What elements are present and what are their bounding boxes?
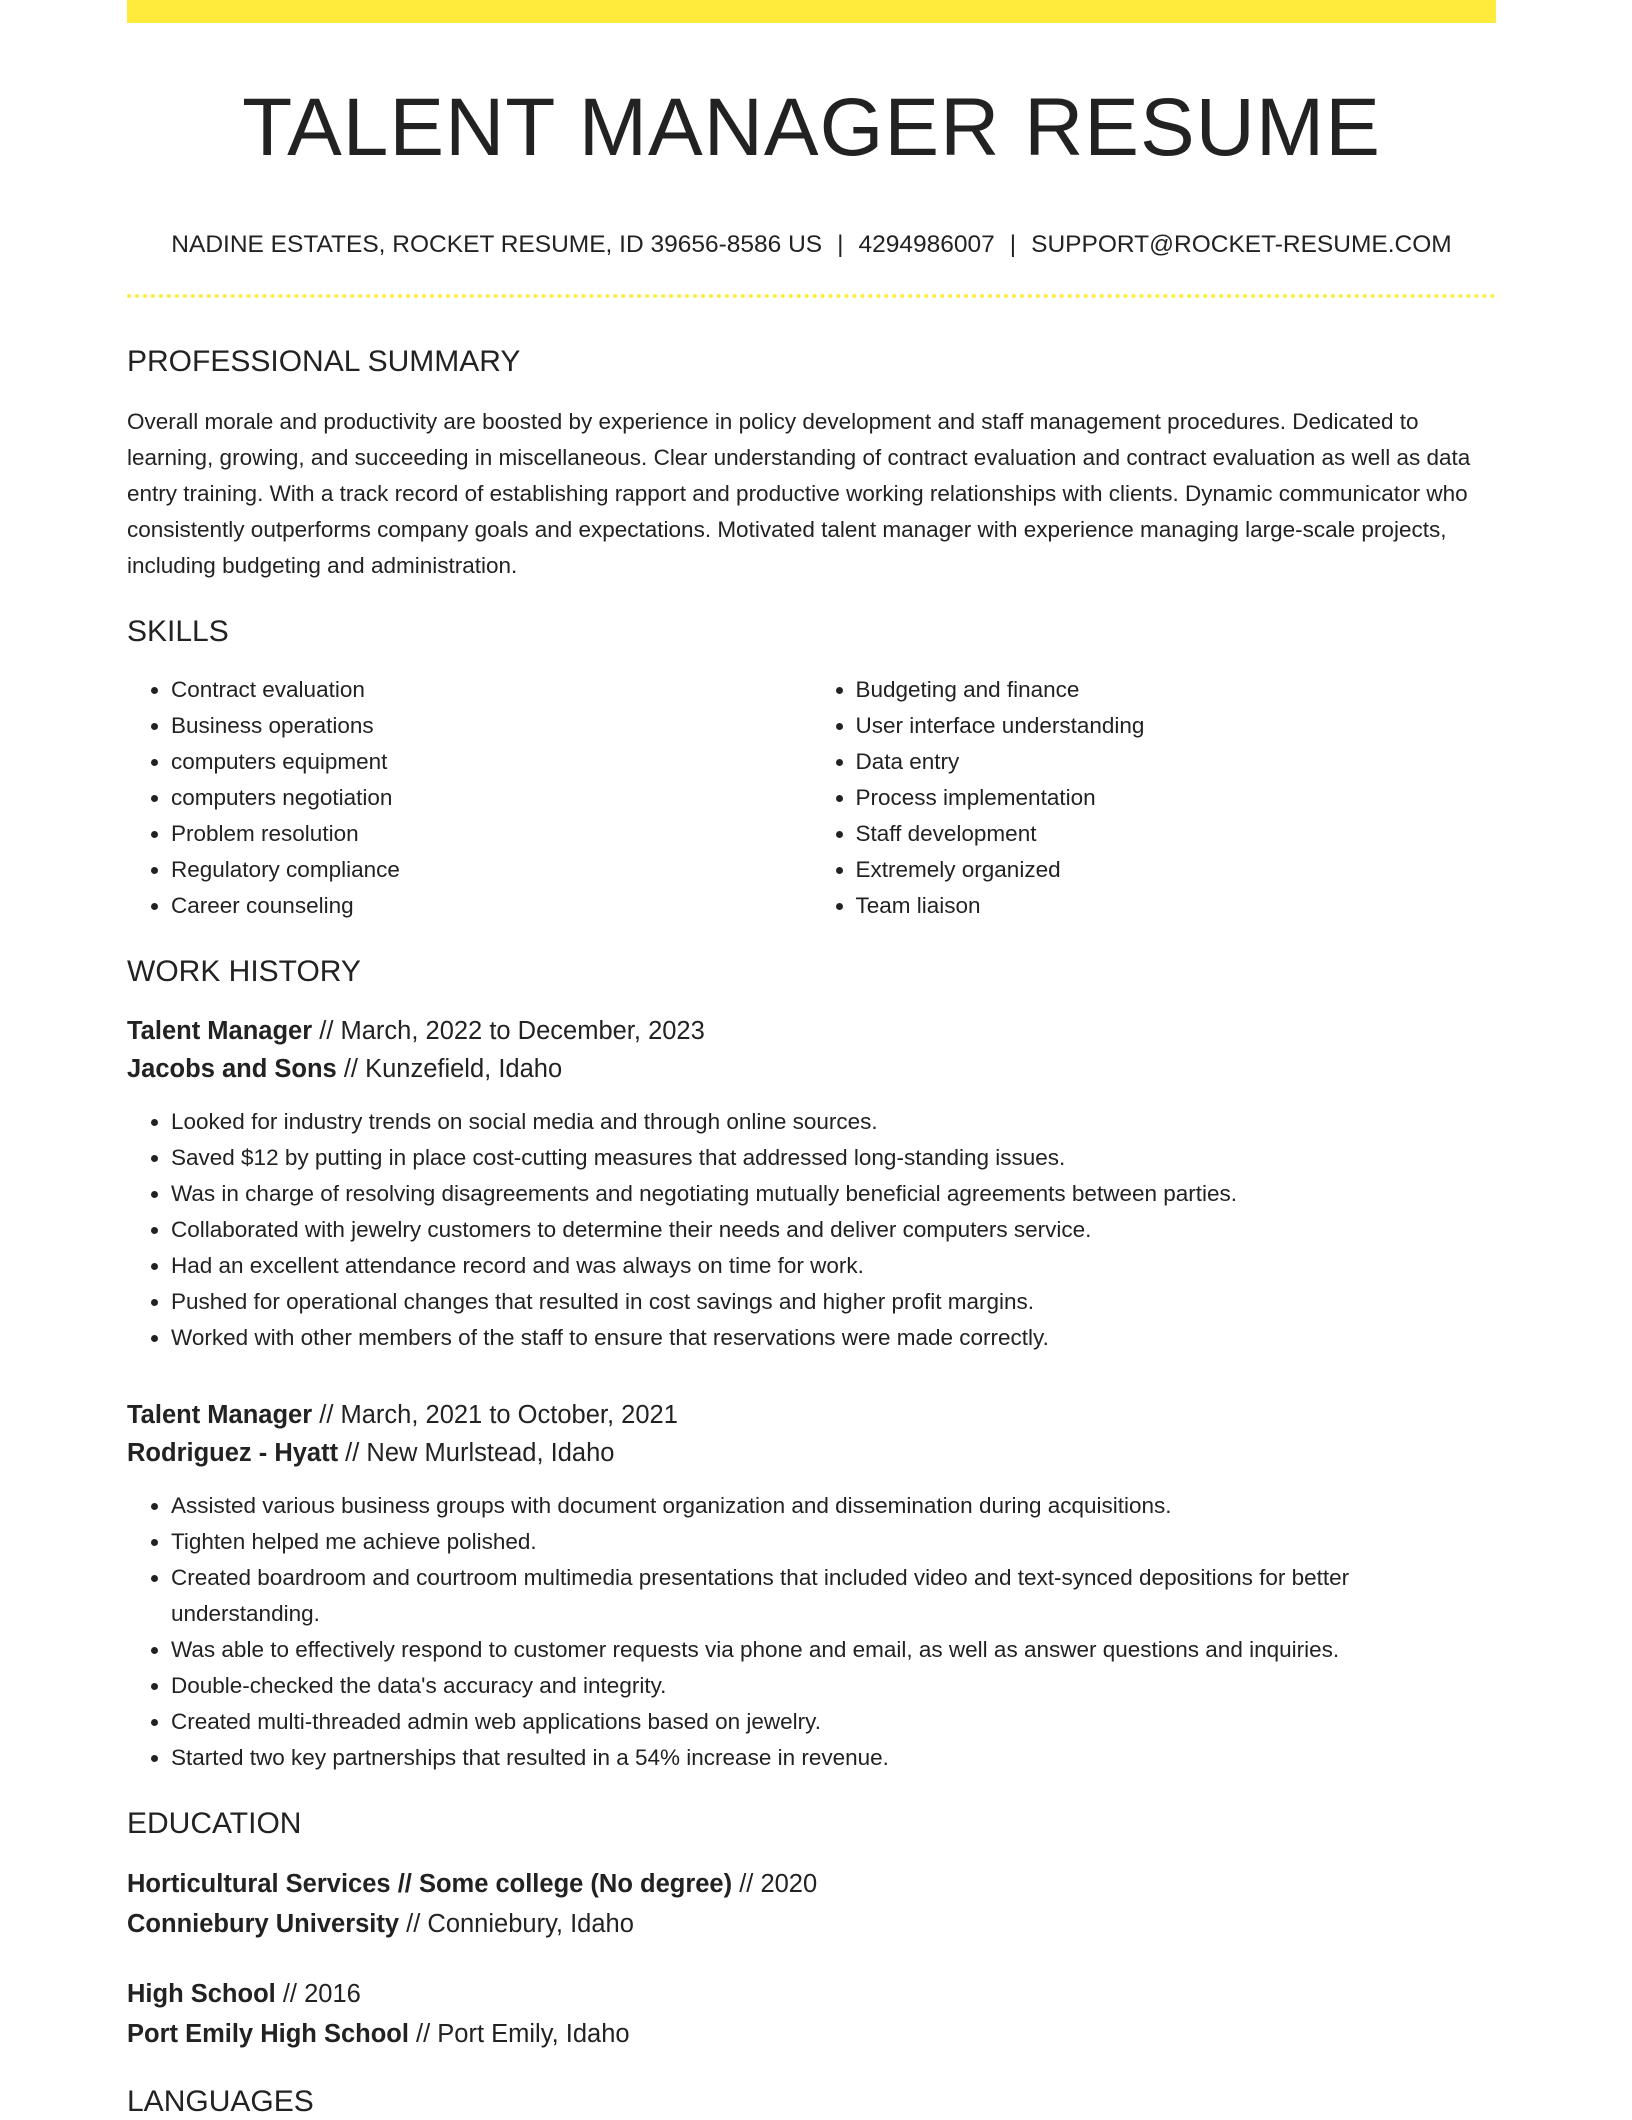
dotted-divider [127, 294, 1496, 298]
job-company-line [127, 1050, 1496, 1088]
resume-page [127, 0, 1496, 2120]
education-year: // 2016 [275, 1979, 361, 2008]
skills-column-right [812, 672, 1497, 924]
job-bullet: • Created boardroom and courtroom multimedia presentations that included video and text-synced depositions for better understanding. [171, 1560, 1496, 1632]
job-company: Jacobs and Sons [127, 1054, 337, 1083]
contact-line [127, 230, 1496, 259]
education-location: // Port Emily, Idaho [408, 2019, 630, 2048]
education-year: // 2020 [732, 1869, 818, 1898]
skill-item: • Career counseling [171, 888, 812, 924]
contact-address: NADINE ESTATES, ROCKET RESUME, ID 39656-8586 US [171, 231, 823, 259]
job-bullet: • Looked for industry trends on social media and through online sources. [171, 1104, 1496, 1140]
job-bullet: • Saved $12 by putting in place cost-cutting measures that addressed long-standing issues. [171, 1140, 1496, 1176]
contact-separator: | [837, 231, 844, 259]
job-bullet: • Double-checked the data's accuracy and integrity. [171, 1668, 1496, 1704]
skill-item: • Business operations [171, 708, 812, 744]
job-entry [127, 1012, 1496, 1356]
job-bullet: • Worked with other members of the staff to ensure that reservations were made correctly. [171, 1320, 1496, 1356]
education-school: Conniebury University [127, 1909, 400, 1938]
education-school-line [127, 2014, 1496, 2054]
skill-item: • computers equipment [171, 744, 812, 780]
education-degree-line [127, 1974, 1496, 2014]
job-bullet-list [127, 1104, 1496, 1356]
job-bullet: • Had an excellent attendance record and was always on time for work. [171, 1248, 1496, 1284]
education-degree: High School [127, 1979, 276, 2008]
skills-list-left [127, 672, 812, 924]
skill-item: • User interface understanding [856, 708, 1497, 744]
contact-separator: | [1009, 231, 1017, 259]
job-role-line [127, 1396, 1496, 1434]
skill-item: • Staff development [856, 816, 1497, 852]
section-title-skills: SKILLS [127, 614, 229, 648]
education-entry [127, 1974, 1496, 2054]
section-title-work-history: WORK HISTORY [127, 954, 361, 988]
skill-item: • Contract evaluation [171, 672, 812, 708]
skill-item: • Data entry [856, 744, 1497, 780]
skills-column-left [127, 672, 812, 924]
job-bullet: • Was in charge of resolving disagreements and negotiating mutually beneficial agreements between parties. [171, 1176, 1496, 1212]
section-title-languages: LANGUAGES [127, 2084, 314, 2118]
contact-email: SUPPORT@ROCKET-RESUME.COM [1031, 231, 1452, 259]
section-title-education: EDUCATION [127, 1806, 302, 1840]
job-bullet: • Tighten helped me achieve polished. [171, 1524, 1496, 1560]
job-bullet: • Was able to effectively respond to customer requests via phone and email, as well as answer questions and inquiries. [171, 1632, 1496, 1668]
education-location: // Conniebury, Idaho [399, 1909, 634, 1938]
resume-title: TALENT MANAGER RESUME [242, 82, 1381, 173]
skill-item: • Team liaison [856, 888, 1497, 924]
job-entry [127, 1396, 1496, 1776]
job-role-line [127, 1012, 1496, 1050]
job-company: Rodriguez - Hyatt [127, 1438, 339, 1467]
job-bullet-list [127, 1488, 1496, 1776]
skill-item: • Process implementation [856, 780, 1497, 816]
accent-top-bar [127, 0, 1496, 23]
skill-item: • Extremely organized [856, 852, 1497, 888]
summary-text: Overall morale and productivity are boosted by experience in policy development and staff management procedures. Dedicated to learning, growing, and succeeding in miscellaneous. Clear understanding of contract evaluation and contract evaluation as well as data entry training. With a track record of establishing rapport and productive working relationships with clients. Dynamic communicator who consistently outperforms company goals and expectations. Motivated talent manager with experience managing large-scale projects, including budgeting and administration. [127, 408, 1471, 578]
job-bullet: • Collaborated with jewelry customers to determine their needs and deliver computers service. [171, 1212, 1496, 1248]
job-role: Talent Manager [127, 1400, 313, 1429]
job-company-line [127, 1434, 1496, 1472]
contact-phone: 4294986007 [858, 231, 995, 259]
job-role: Talent Manager [127, 1016, 313, 1045]
job-bullet: • Started two key partnerships that resulted in a 54% increase in revenue. [171, 1740, 1496, 1776]
education-entry [127, 1864, 1496, 1944]
skills-list-right [812, 672, 1497, 924]
education-school: Port Emily High School [127, 2019, 409, 2048]
education-degree: Horticultural Services // Some college (No degree) [127, 1869, 733, 1898]
skill-item: • computers negotiation [171, 780, 812, 816]
job-location: // New Murlstead, Idaho [338, 1438, 615, 1467]
skill-item: • Budgeting and finance [856, 672, 1497, 708]
education-degree-line [127, 1864, 1496, 1904]
job-bullet: • Created multi-threaded admin web applications based on jewelry. [171, 1704, 1496, 1740]
job-bullet: • Assisted various business groups with document organization and dissemination during acquisitions. [171, 1488, 1496, 1524]
job-dates: // March, 2021 to October, 2021 [312, 1400, 678, 1429]
skills-grid [127, 672, 1496, 924]
skill-item: • Problem resolution [171, 816, 812, 852]
section-title-summary: PROFESSIONAL SUMMARY [127, 344, 521, 378]
job-dates: // March, 2022 to December, 2023 [312, 1016, 705, 1045]
job-location: // Kunzefield, Idaho [336, 1054, 563, 1083]
skill-item: • Regulatory compliance [171, 852, 812, 888]
job-bullet: • Pushed for operational changes that resulted in cost savings and higher profit margins. [171, 1284, 1496, 1320]
education-school-line [127, 1904, 1496, 1944]
